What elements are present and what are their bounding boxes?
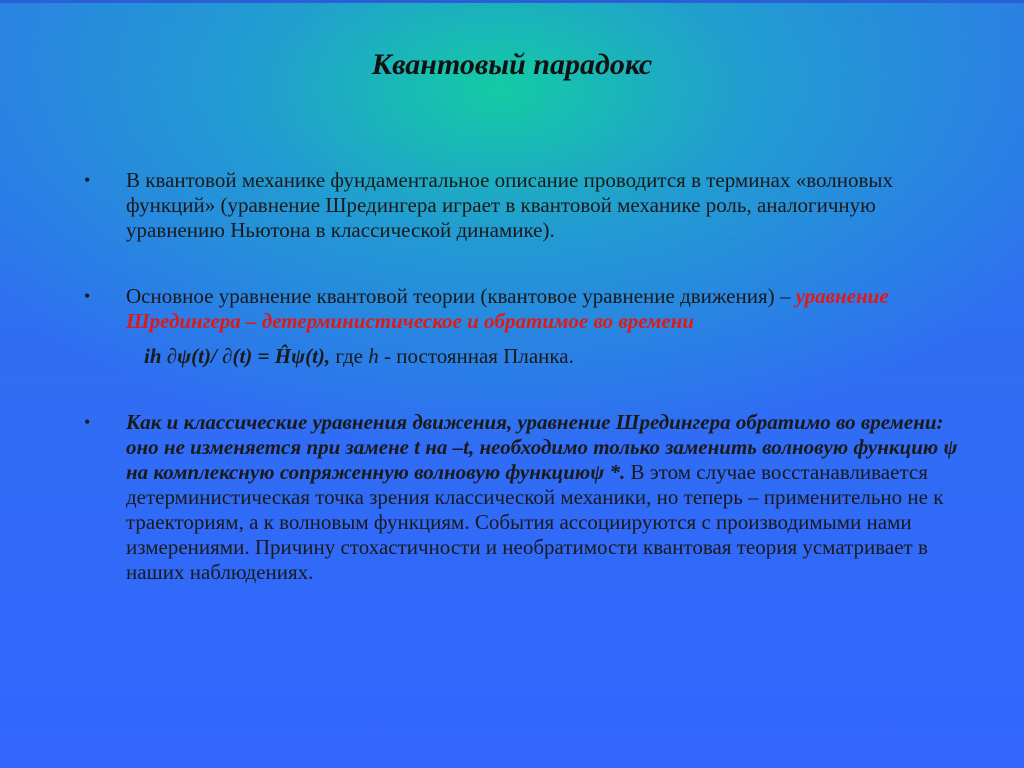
bullet-item-2-text: Основное уравнение квантовой теории (квантовое уравнение движения) – <box>126 284 791 308</box>
schrodinger-equation: ih ∂ψ(t)/ ∂(t) = Ĥψ(t), <box>144 344 331 368</box>
bullet-item-1-text: В квантовой механике фундаментальное описание проводится в терминах «волновых функций» (уравнение Шредингера играет в квантовой механике роль, аналогичную уравнению Ньютона в классической динамике). <box>126 168 893 242</box>
bullet-glyph: • <box>84 412 91 432</box>
bullet-item-2 <box>84 284 964 369</box>
slide-content <box>84 168 964 585</box>
reversibility-statement: Как и классические уравнения движения, уравнение Шредингера обратимо во времени: оно не изменяется при замене t на –t, необходимо только заменить волновую функцию ψ на комплексную сопряженную волновую функциюψ *. <box>126 410 958 484</box>
bullet-glyph: • <box>84 286 91 306</box>
bullet-item-3-text: В этом случае восстанавливается детерминистическая точка зрения классической механики, но теперь – применительно не к траекториям, а к волновым функциям. События ассоциируются с производимыми нами измерениями. Причину стохастичности и необратимости квантовая теория усматривает в наших наблюдениях. <box>126 460 944 584</box>
schrodinger-equation-line <box>126 344 964 369</box>
slide-top-border <box>0 0 1024 3</box>
bullet-item-1 <box>84 168 964 243</box>
bullet-item-3 <box>84 410 964 585</box>
equation-where: где <box>330 344 369 368</box>
planck-symbol: h <box>368 344 379 368</box>
bullet-glyph: • <box>84 170 91 190</box>
schrodinger-equation-highlight: уравнение Шредингера – детерминистическое и обратимое во времени <box>126 284 889 333</box>
slide-title: Квантовый парадокс <box>371 48 653 81</box>
planck-description: - постоянная Планка. <box>378 344 574 368</box>
